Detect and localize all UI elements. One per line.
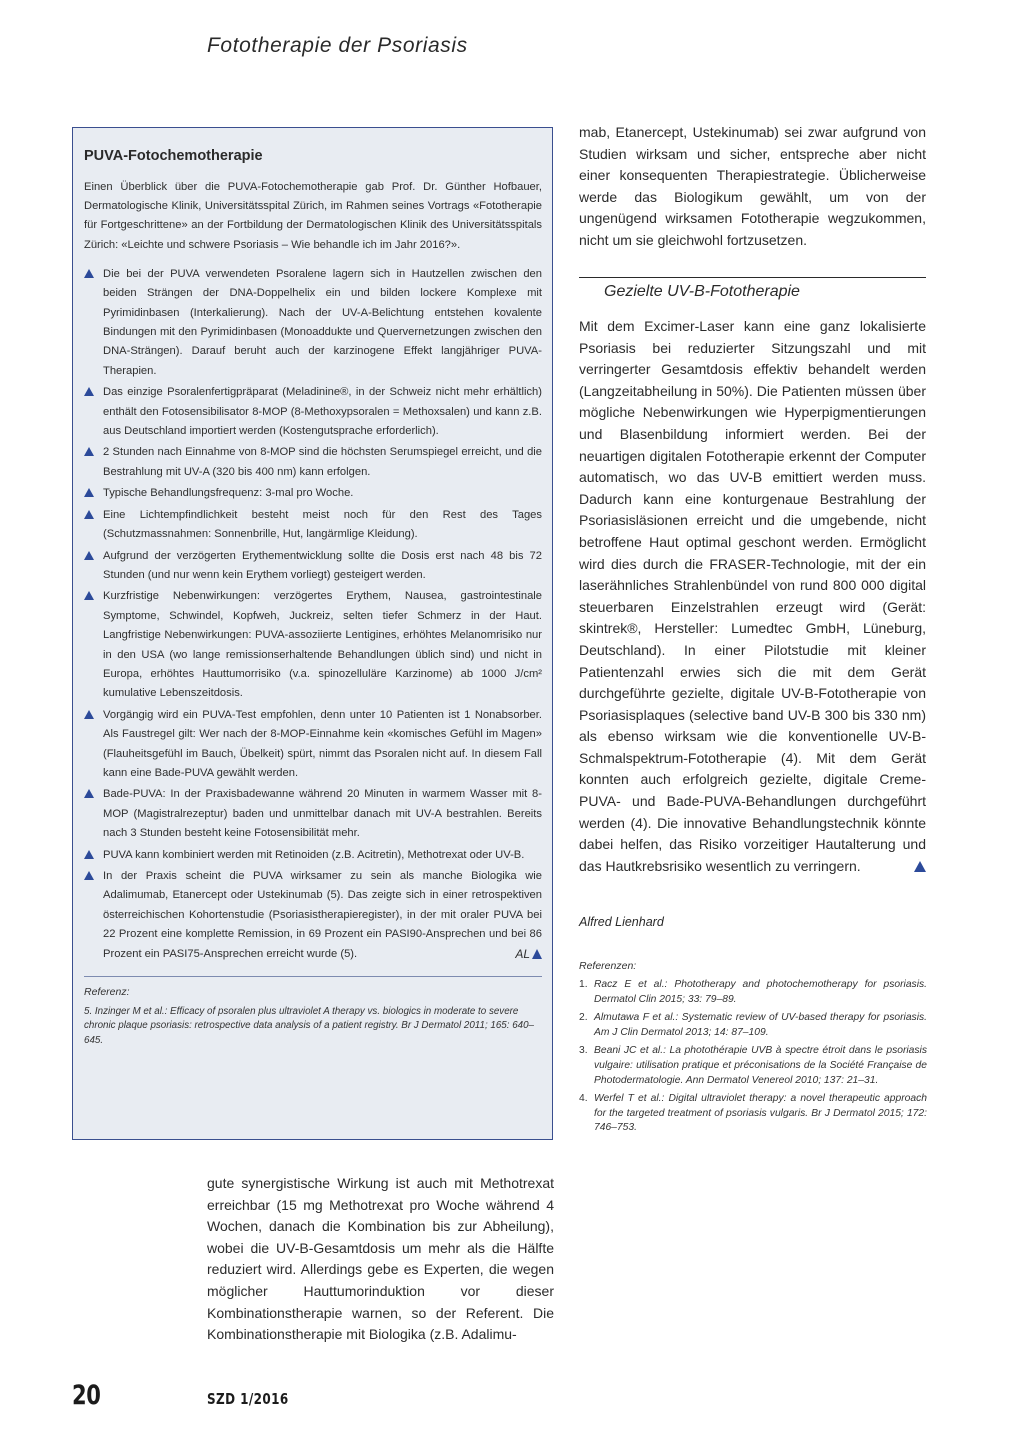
references-list (579, 978, 927, 1140)
reference-number: 1. (579, 979, 588, 990)
box-bullet (84, 265, 542, 381)
reference-text: Beani JC et al.: La photothérapie UVB à spectre étroit dans le psoriasis vulgaire: utilisation pratique et préconisations de la Société Française de Photodermatologie. Ann Dermatol Venereol 2010; 137: 21–31. (594, 1045, 927, 1086)
body-text-right-main (579, 316, 926, 877)
reference-number: 4. (579, 1093, 588, 1105)
bullet-text: Vorgängig wird ein PUVA-Test empfohlen, denn unter 10 Patienten ist 1 Nonabsorber. Als Faustregel gilt: Wer nach der 8-MOP-Einnahme kein «komisches Gefühl im Magen» (Flauheitsgefühl im Bauch, Übelkeit) spürt, nimmt das Psoralen nicht auf. In diesem Fall kann eine Bade-PUVA gewählt werden. (103, 708, 542, 779)
reference-text: Almutawa F et al.: Systematic review of UV-based therapy for psoriasis. Am J Clin Dermatol 2013; 14: 87–109. (594, 1012, 927, 1038)
box-intro: Einen Überblick über die PUVA-Fotochemotherapie gab Prof. Dr. Günther Hofbauer, Dermatologische Klinik, Universitätsspital Zürich, im Rahmen seines Vortrags «Fototherapie für Fortgeschrittene» an der Fortbildung der Dermatologischen Klinik des Universitätsspitals Zürich: «Leichte und schwere Psoriasis – Wie behandle ich im Jahr 2016?». (84, 181, 542, 251)
box-bullet-list (84, 265, 542, 964)
bullet-text: Die bei der PUVA verwendeten Psoralene lagern sich in Hautzellen zwischen den beiden Strängen der DNA-Doppelhelix ein und bilden lockere Komplexe mit Pyrimidinbasen (Interkalierung). Nach der UV-A-Belichtung entstehen kovalente Bindungen mit den Pyrimidinbasen (Monoaddukte und Quervernetzungen zwischen den DNA-Strängen). Darauf beruht auch der karzinogene Effekt langjähriger PUVA-Therapien. (103, 267, 542, 377)
body-text-right-main-content: Mit dem Excimer-Laser kann eine ganz lokalisierte Psoriasis bei reduzierter Sitzungszahl und mit verringerter Gesamtdosis effektiv behandelt werden (Langzeitabheilung in 50%). Die Patienten müssen über mögliche Nebenwirkungen wie Hyperpigmentierungen und Blasenbildung informiert werden. Bei der neuartigen digitalen Fototherapie erkennt der Computer automatisch, wo das UV-B emittiert werden muss. Dadurch kann eine konturgenaue Bestrahlung der Psoriasisläsionen erreicht und die umgebende, nicht betroffene Haut optimal geschont werden. Ermöglicht wird dies durch die FRASER-Technologie, mit der ein laserähnliches Strahlenbündel von rund 800 000 digital steuerbaren Einzelstrahlen erzeugt wird (Gerät: skintrek®, Hersteller: Lumedtec GmbH, Lüneburg, Deutschland). In einer Pilotstudie mit kleiner Patientenzahl erwies sich die mit dem Gerät durchgeführte gezielte, digitale UV-B-Fototherapie von Psoriasisplaques (selective band UV-B 300 bis 330 nm) als ebenso wirksam wie die konventionelle UV-B-Schmalspektrum-Fototherapie (4). Mit dem Gerät konnten auch erfolgreich gezielte, digitale Creme-PUVA- und Bade-PUVA-Behandlungen durchgeführt werden (4). Die innovative Behandlungstechnik könnte dabei helfen, das Risiko vorzeitiger Hautalterung und das Hautkrebsrisiko wesentlich zu verringern. (579, 318, 926, 874)
bullet-text: Kurzfristige Nebenwirkungen: verzögertes Erythem, Nausea, gastrointestinale Symptome, Schwindel, Kopfweh, Juckreiz, selten tiefer Schmerz in der Haut. Langfristige Nebenwirkungen: PUVA-assoziierte Lentigines, erhöhtes Melanomrisiko nur in den USA (wo lange remissionserhaltende Behandlungen üblich sind) und nicht in Europa, erhöhtes Hauttumorrisiko (v.a. spinozelluläre Karzinome) ab 1000 J/cm² kumulative Lebenszeitdosis. (103, 590, 542, 700)
triangle-up-icon (84, 387, 94, 396)
reference-item (579, 1092, 927, 1136)
box-bullet (84, 846, 542, 865)
puva-info-box (72, 127, 553, 1140)
box-bullet (84, 443, 542, 482)
page-number: 20 (72, 1380, 101, 1411)
triangle-up-icon (84, 269, 94, 278)
triangle-up-icon (84, 551, 94, 560)
running-title: Fototherapie der Psoriasis (207, 34, 468, 57)
reference-item (579, 1011, 927, 1040)
references-heading: Referenzen: (579, 960, 637, 972)
triangle-up-icon (84, 447, 94, 456)
bullet-text: In der Praxis scheint die PUVA wirksamer zu sein als manche Biologika wie Adalimumab, Etanercept oder Ustekinumab (5). Das zeigte sich in einer retrospektiven österreichischen Kohortenstudie (Psoriasistherapieregister), in der mit oraler PUVA bei 22 Prozent eine komplette Remission, in 69 Prozent ein PASI90-Ansprechen und bei 86 Prozent ein PASI75-Ansprechen erreicht wurde (5). (103, 870, 542, 960)
box-bullet (84, 706, 542, 784)
box-bullet (84, 506, 542, 545)
triangle-up-icon (914, 861, 926, 872)
box-bullet (84, 785, 542, 843)
box-reference-heading: Referenz: (84, 986, 130, 999)
reference-text: Racz E et al.: Phototherapy and photochemotherapy for psoriasis. Dermatol Clin 2015; 33: 79–89. (594, 979, 927, 1005)
box-divider (84, 976, 542, 977)
box-bullet (84, 867, 542, 964)
bullet-text: PUVA kann kombiniert werden mit Retinoiden (z.B. Acitretin), Methotrexat oder UV-B. (103, 848, 525, 861)
box-title: PUVA-Fotochemotherapie (84, 148, 263, 164)
triangle-up-icon (532, 949, 542, 959)
section-divider (579, 277, 926, 278)
bullet-text: Eine Lichtempfindlichkeit besteht meist noch für den Rest des Tages (Schutzmassnahmen: Sonnenbrille, Hut, langärmlige Kleidung). (103, 508, 542, 541)
box-bullet (84, 587, 542, 703)
bullet-text: Bade-PUVA: In der Praxisbadewanne während 20 Minuten in warmem Wasser mit 8-MOP (Magistralrezeptur) baden und unmittelbar danach mit UV-A bestrahlen. Bereits nach 3 Stunden besteht keine Fotosensibilität mehr. (103, 788, 542, 840)
box-signature (515, 945, 542, 964)
triangle-up-icon (84, 510, 94, 519)
box-bullet (84, 383, 542, 441)
box-reference-text: 5. Inzinger M et al.: Efficacy of psoralen plus ultraviolet A therapy vs. biologics in moderate to severe chronic plaque psoriasis: retrospective data analysis of a patient registry. Br J Dermatol 2011; 165: 640–645. (84, 1006, 534, 1046)
reference-number: 2. (579, 1012, 588, 1024)
journal-issue: SZD 1/2016 (207, 1390, 289, 1408)
triangle-up-icon (84, 710, 94, 719)
triangle-up-icon (84, 591, 94, 600)
author-name: Alfred Lienhard (579, 915, 664, 929)
box-bullet (84, 484, 542, 503)
signature-text: AL (515, 946, 530, 961)
bullet-text: Aufgrund der verzögerten Erythementwicklung sollte die Dosis erst nach 48 bis 72 Stunden (und nur wenn kein Erythem vorliegt) gesteigert werden. (103, 549, 542, 581)
bullet-text: 2 Stunden nach Einnahme von 8-MOP sind die höchsten Serumspiegel erreicht, und die Bestrahlung mit UV-A (320 bis 400 nm) kann erfolgen. (103, 446, 542, 478)
triangle-up-icon (84, 871, 94, 880)
bullet-text: Typische Behandlungsfrequenz: 3-mal pro Woche. (103, 487, 354, 500)
reference-item (579, 1044, 927, 1088)
triangle-up-icon (84, 850, 94, 859)
bullet-text: Das einzige Psoralenfertigpräparat (Meladinine®, in der Schweiz nicht mehr erhältlich) enthält den Fotosensibilisator 8-MOP (8-Methoxypsoralen = Methoxsalen) und kann z.B. aus Deutschland importiert werden (Kostengutsprache erforderlich). (103, 386, 542, 438)
box-bullet (84, 547, 542, 586)
body-text-left-bottom: gute synergistische Wirkung ist auch mit Methotrexat erreichbar (15 mg Methotrexat pro Woche während 4 Wochen, danach die Kombination bis zur Abheilung), wobei die UV-B-Gesamtdosis um mehr als die Hälfte reduziert wird. Allerdings gebe es Experten, die wegen möglicher Hauttumorinduktion vor dieser Kombinationstherapie warnen, so der Referent. Die Kombinationstherapie mit Biologika (z.B. Adalimu- (207, 1175, 554, 1343)
reference-number: 3. (579, 1045, 588, 1057)
body-text-right-top: mab, Etanercept, Ustekinumab) sei zwar aufgrund von Studien wirksam und sicher, entspreche aber nicht einer konsequenten Therapiestrategie. Üblicherweise werde das Biologikum gewählt, um von der ungenügend wirksamen Fototherapie wegzukommen, nicht um sie gleichwohl fortzusetzen. (579, 124, 926, 248)
reference-item (579, 978, 927, 1007)
section-heading: Gezielte UV-B-Fototherapie (604, 283, 800, 300)
triangle-up-icon (84, 488, 94, 497)
reference-text: Werfel T et al.: Digital ultraviolet therapy: a novel therapeutic approach for the targeted treatment of psoriasis vulgaris. Br J Dermatol 2015; 172: 746–753. (594, 1093, 927, 1134)
triangle-up-icon (84, 789, 94, 798)
